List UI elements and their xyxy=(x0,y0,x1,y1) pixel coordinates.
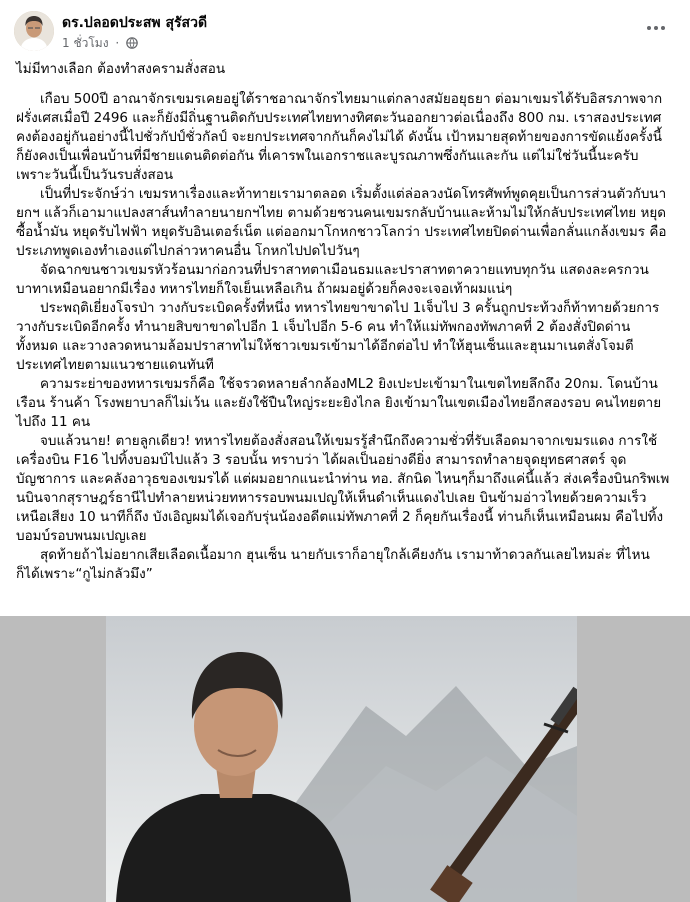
meta-separator: · xyxy=(115,36,120,50)
post-paragraph: สุดท้ายถ้าไม่อยากเสียเลือดเนื้อมาก ฮุนเซ็น นายกับเราก็อายุใกล้เคียงกัน เรามาท้าดวลกันเลยไหมล่ะ ที่ไหนก็ได้เพราะ“กูไม่กลัวมึง” xyxy=(16,547,650,582)
post-paragraph: จบแล้วนาย! ตายลูกเดียว! ทหารไทยต้องสั่งสอนให้เขมรรู้สำนึกถึงความชั่วที่รับเลือดมาจากเขมรแดง การใช้เครื่องบิน F16 ไปทิ้งบอมบ์ไปแล้ว 3 รอบนั้น ทราบว่า ได้ผลเป็นอย่างดียิ่ง สามารถทำลายจุดยุทธศาสตร์ จุดบัญชาการ และคลังอาวุธของเขมรได้ แต่ผมอยากแนะนำท่าน ทอ. สักนิด ไหนๆก็มาถึงแค่นี้แล้ว ส่งเครื่องบินกริพเพนบินจากสุราษฎร์ธานีไปทำลายหน่วยทหารรอบพนมเปญให้เห็นดำเห็นแดงไปเลย บินข้ามอ่าวไทยด้วยความเร็วเหนือเสียง 10 นาทีก็ถึง บังเอิญผมได้เจอกับรุ่นน้องอดีตแม่ทัพภาคที่ 2 ก็คุยกันเรื่องนี้ ท่านก็เห็นเหมือนผม คือไปทิ้งบอมบ์รอบพนมเปญเลย xyxy=(16,433,670,544)
post-header xyxy=(0,0,690,60)
post-text xyxy=(16,60,670,584)
post-paragraph: ประพฤติเยี่ยงโจรป่า วางกับระเบิดครั้งที่หนึ่ง ทหารไทยขาขาดไป 1เจ็บไป 3 ครั้นถูกประท้วงก็ท้าทายด้วยการวางกับระเบิดอีกครั้ง ทำนายสิบขาขาดไปอีก 1 เจ็บไปอีก 5-6 คน ทำให้แม่ทัพกองทัพภาคที่ 2 ต้องสั่งปิดด่านทั้งหมด และวางลวดหนามล้อมปราสาทไม่ให้ชาวเขมรเข้ามาได้อีกต่อไป ทำให้ฮุนเซ็นและฮุนมาเนตสั่งโจมตีประเทศไทยตามแนวชายแดนทันที xyxy=(16,300,660,373)
author-avatar[interactable] xyxy=(14,11,54,51)
post-paragraph: ความระย่าของทหารเขมรก็คือ ใช้จรวดหลายลำกล้องML2 ยิงเปะปะเข้ามาในเขตไทยลึกถึง 20กม. โดนบ้านเรือน ร้านค้า โรงพยาบาลก็ไม่เว้น และยังใช้ปืนใหญ่ระยะยิงไกล ยิงเข้ามาในเขตเมืองไทยอีกสองรอบ คนไทยตายไปถึง 11 คน xyxy=(16,376,662,430)
post-paragraph: เป็นที่ประจักษ์ว่า เขมรหาเรื่องและท้าทายเรามาตลอด เริ่มตั้งแต่ล่อลวงนัดโทรศัพท์พูดคุยเป็นการส่วนตัวกับนายกฯ แล้วก็เอามาแปลงสาส์นทำลายนายกฯไทย ตามด้วยชวนคนเขมรกลับบ้านและห้ามไม่ให้กลับประเทศไทย หยุดซื้อน้ำมัน หยุดรับไฟฟ้า หยุดรับอินเตอร์เน็ต แต่ออกมาโกหกชาวโลกว่า ประเทศไทยปิดด่านเพื่อกลั่นแกล้งเขมร คือประเภทพูดเองทำเองแต่ไปกล่าวหาคนอื่น โกหกไปปดไปวันๆ xyxy=(16,186,667,259)
post-paragraph: เกือบ 500ปี อาณาจักรเขมรเคยอยู่ใต้ราชอาณาจักรไทยมาแต่กลางสมัยอยุธยา ต่อมาเขมรได้รับอิสรภาพจากฝรั่งเศสเมื่อปี 2496 และก็ยังมีถิ่นฐานติดกับประเทศไทยทางทิศตะวันออกยาวต่อเนื่องถึง 800 กม. เราสองประเทศคงต้องอยู่กันอย่างนี้ไปชั่วกัปป์ชั่วกัลป์ จะยกประเทศจากกันก็คงไม่ได้ ดังนั้น เป้าหมายสุดท้ายของการขัดแย้งครั้งนี้ ก็ยังคงเป็นเพื่อนบ้านที่มีชายแดนติดต่อกัน ที่เคารพในเอกราชและบูรณภาพซึ่งกันและกัน แต่ไม่ใช่วันนี้นะครับ เพราะวันนี้เป็นวันรบสั่งสอน xyxy=(16,91,663,183)
globe-icon xyxy=(126,37,138,52)
post-headline: ไม่มีทางเลือก ต้องทำสงครามสั่งสอน xyxy=(16,61,226,77)
post-photo[interactable] xyxy=(106,616,577,902)
more-options-icon[interactable] xyxy=(640,14,672,42)
post-photo-container[interactable] xyxy=(0,616,690,902)
avatar-photo xyxy=(14,11,54,51)
author-name[interactable]: ดร.ปลอดประสพ สุรัสวดี xyxy=(62,15,208,31)
post-timestamp[interactable]: 1 ชั่วโมง xyxy=(62,36,109,50)
post-meta xyxy=(62,34,138,53)
post-paragraph: จัดฉากขนชาวเขมรหัวร้อนมาก่อกวนที่ปราสาทตาเมือนธมและปราสาทตาควายแทบทุกวัน แสดงละครกวนบาทาเหมือนอยากมีเรื่อง ทหารไทยก็ใจเย็นเหลือเกิน ถ้าผมอยู่ด้วยก็คงจะเจอเท้าผมแน่ๆ xyxy=(16,262,649,297)
